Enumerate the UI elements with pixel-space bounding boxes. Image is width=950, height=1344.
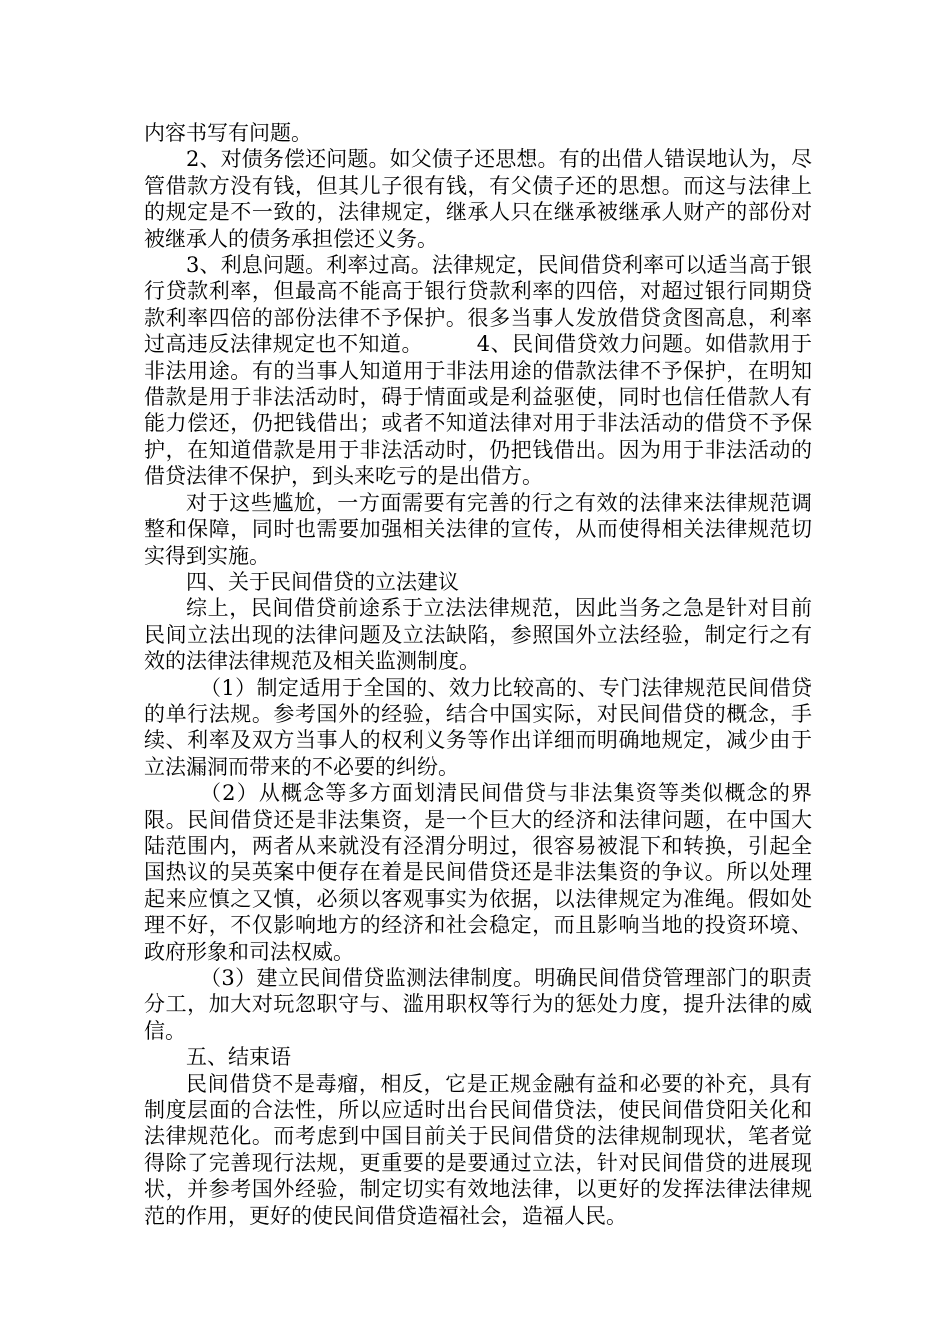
paragraph-embarrassment: 对于这些尴尬，一方面需要有完善的行之有效的法律来法律规范调整和保障，同时也需要加强相关法律的宣传，从而使得相关法律规范切实得到实施。 <box>144 490 812 568</box>
paragraph-conclusion: 民间借贷不是毒瘤，相反，它是正规金融有益和必要的补充，具有制度层面的合法性，所以应适时出台民间借贷法，使民间借贷阳关化和法律规范化。而考虑到中国目前关于民间借贷的法律规制现状，笔者觉得除了完善现行法规，更重要的是要通过立法，针对民间借贷的进展现状，并参考国外经验，制定切实有效地法律，以更好的发挥法律法律规范的作用，更好的使民间借贷造福社会，造福人民。 <box>144 1071 812 1228</box>
paragraph-item-1: （1）制定适用于全国的、效力比较高的、专门法律规范民间借贷的单行法规。参考国外的经验，结合中国实际，对民间借贷的概念，手续、利率及双方当事人的权利义务等作出详细而明确地规定，减少由于立法漏洞而带来的不必要的纠纷。 <box>144 675 812 779</box>
section-heading-legislation: 四、关于民间借贷的立法建议 <box>186 569 459 594</box>
section-heading-conclusion: 五、结束语 <box>186 1045 291 1070</box>
paragraph-continuation: 内容书写有问题。 <box>144 121 312 145</box>
paragraph-item-3: （3）建立民间借贷监测法律制度。明确民间借贷管理部门的职责分工，加大对玩忽职守与、滥用职权等行为的惩处力度，提升法律的威信。 <box>144 966 812 1043</box>
document-body <box>144 120 812 1229</box>
paragraph-summary: 综上，民间借贷前途系于立法法律规范，因此当务之急是针对目前民间立法出现的法律问题及立法缺陷，参照国外立法经验，制定行之有效的法律法律规范及相关监测制度。 <box>144 596 812 674</box>
paragraph-interest-and-validity: 3、利息问题。利率过高。法律规定，民间借贷利率可以适当高于银行贷款利率，但最高不能高于银行贷款利率的四倍，对超过银行同期贷款利率四倍的部份法律不予保护。很多当事人发放借贷贪图高息，利率过高违反法律规定也不知道。 4、民间借贷效力问题。如借款用于非法用途。有的当事人知道用于非法用途的借款法律不予保护，在明知借款是用于非法活动时，碍于情面或是利益驱使，同时也信任借款人有能力偿还，仍把钱借出；或者不知道法律对用于非法活动的借贷不予保护，在知道借款是用于非法活动时，仍把钱借出。因为用于非法活动的借贷法律不保护，到头来吃亏的是出借方。 <box>144 253 812 489</box>
paragraph-item-2: （2）从概念等多方面划清民间借贷与非法集资等类似概念的界限。民间借贷还是非法集资，是一个巨大的经济和法律问题，在中国大陆范围内，两者从来就没有泾渭分明过，很容易被混下和转换，引起全国热议的吴英案中便存在着是民间借贷还是非法集资的争议。所以处理起来应慎之又慎，必须以客观事实为依据，以法律规定为准绳。假如处理不好，不仅影响地方的经济和社会稳定，而且影响当地的投资环境、政府形象和司法权威。 <box>144 781 812 964</box>
paragraph-debt-repayment: 2、对债务偿还问题。如父债子还思想。有的出借人错误地认为，尽管借款方没有钱，但其儿子很有钱，有父债子还的思想。而这与法律上的规定是不一致的，法律规定，继承人只在继承被继承人财产的部份对被继承人的债务承担偿还义务。 <box>144 147 812 251</box>
